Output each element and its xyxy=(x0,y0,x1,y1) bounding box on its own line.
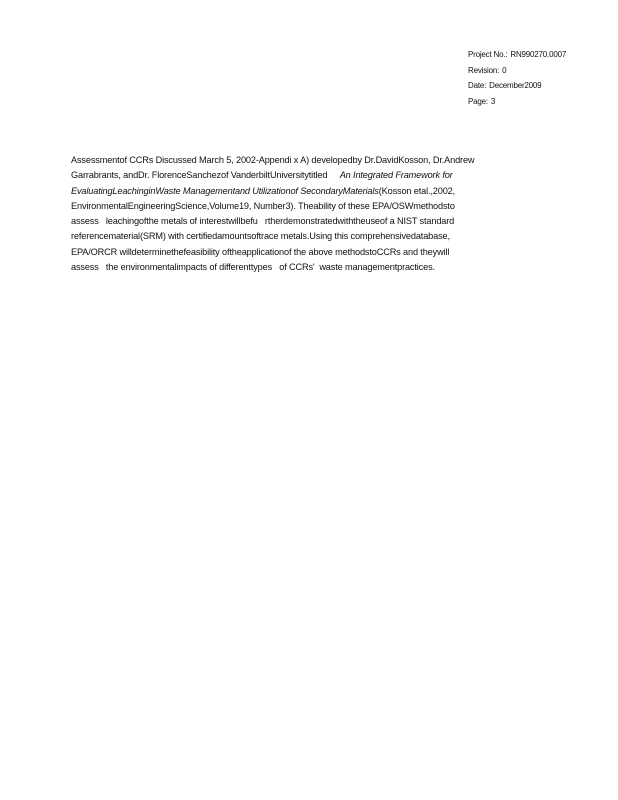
paragraph-line xyxy=(71,168,551,183)
project-number xyxy=(468,47,613,63)
revision-label: Revision: xyxy=(468,65,500,75)
paragraph-line: Assessmentof CCRs Discussed March 5, 2002-Appendi x A) developedby Dr.DavidKosson, Dr.Andrew xyxy=(71,155,475,165)
project-number-label: Project No.: xyxy=(468,50,508,59)
paragraph-line: assess the environmentalimpacts of differenttypes of CCRs' waste managementpractices. xyxy=(71,262,435,273)
document-header xyxy=(468,47,613,109)
revision-value: 0 xyxy=(502,65,507,75)
paragraph-line-text: Garrabrants, andDr. FlorenceSanchezof VanderbiltUniversitytitled xyxy=(71,170,328,181)
date-label: Date: xyxy=(468,81,487,90)
paragraph-line: EPA/ORCR willdeterminethefeasibility oftheapplicationof the above methodstoCCRs and theywill xyxy=(71,246,450,257)
page-number-label: Page: xyxy=(468,96,488,106)
body-paragraph xyxy=(71,153,551,275)
paragraph-line-text: (Kosson etal.,2002, xyxy=(378,185,456,196)
paragraph-line: EnvironmentalEngineeringScience,Volume19, Number3). Theability of these EPA/OSWmethodsto xyxy=(71,200,455,211)
date xyxy=(468,78,613,94)
date-value: December2009 xyxy=(489,81,542,90)
paragraph-line-italic-title: An Integrated Framework for xyxy=(339,170,453,181)
page-number-value: 3 xyxy=(490,96,496,106)
revision xyxy=(468,63,613,79)
page-number xyxy=(468,94,613,110)
project-number-value: RN990270.0007 xyxy=(510,50,567,59)
paragraph-line-italic-title: EvaluatingLeachinginWaste Managementand Utilizationof SecondaryMaterials xyxy=(71,185,379,196)
paragraph-line xyxy=(71,184,551,199)
paragraph-line: referencematerial(SRM) with certifiedamountsoftrace metals.Using this comprehensivedatabase, xyxy=(71,231,450,242)
paragraph-line: assess leachingofthe metals of interestwillbefu rtherdemonstratedwiththeuseof a NIST standard xyxy=(71,216,455,227)
